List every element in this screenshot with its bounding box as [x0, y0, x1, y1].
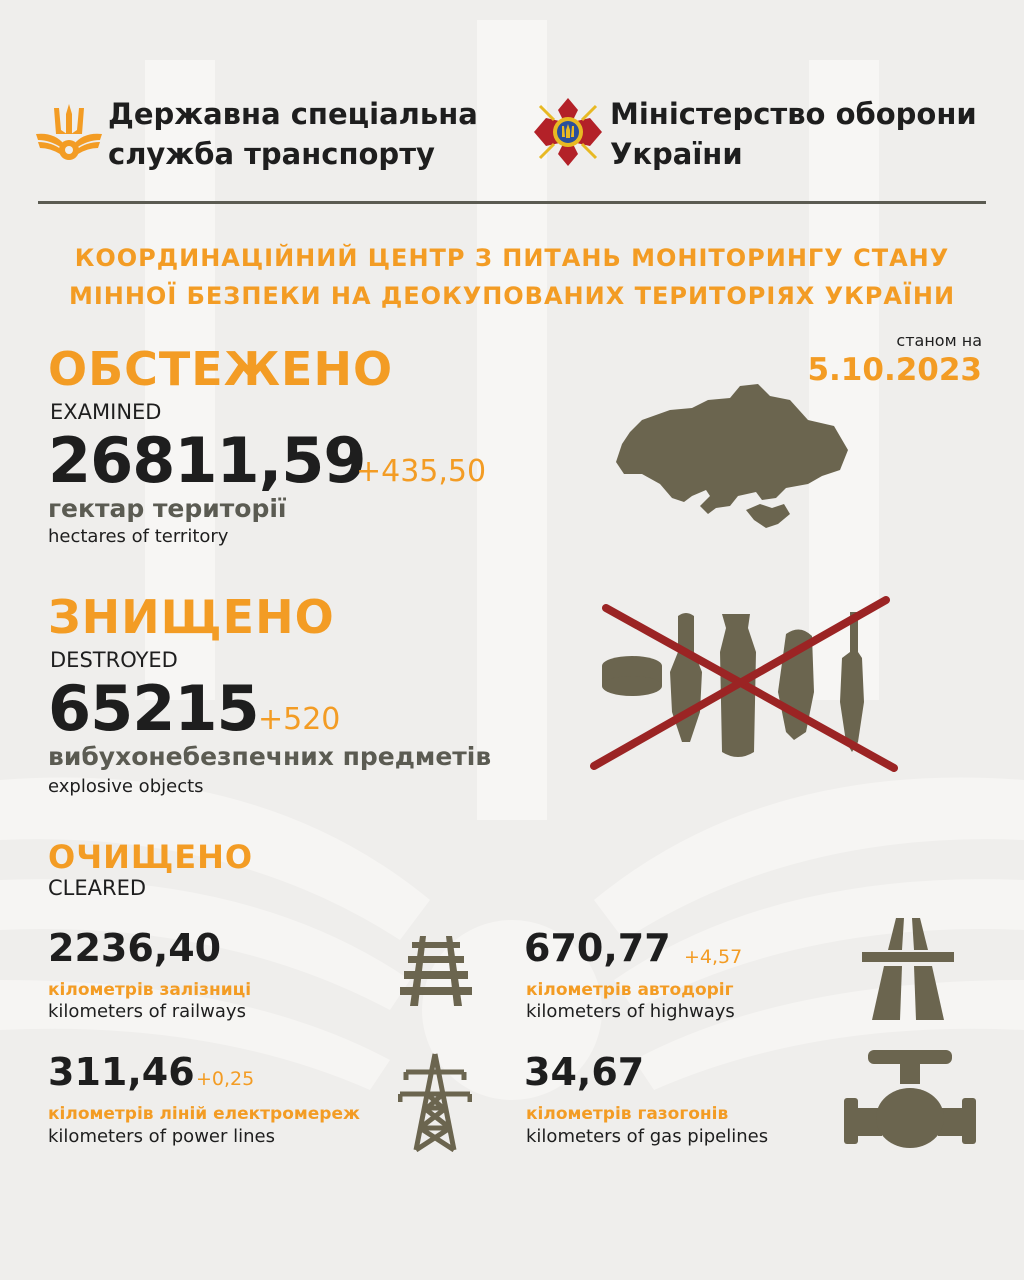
org1-line2: служба транспорту — [108, 137, 435, 171]
gas-pipelines-unit-en: kilometers of gas pipelines — [526, 1126, 769, 1147]
power-line-icon — [398, 1052, 472, 1152]
ukraine-map-icon — [612, 380, 852, 530]
cleared-heading: ОЧИЩЕНО — [48, 838, 254, 876]
gas-pipelines-unit-ua: кілометрів газогонів — [526, 1104, 729, 1124]
page-title-line1: КООРДИНАЦІЙНИЙ ЦЕНТР З ПИТАНЬ МОНІТОРИНГУ СТАНУ — [74, 244, 950, 272]
highways-delta: +4,57 — [684, 946, 743, 968]
destroyed-heading: ЗНИЩЕНО — [48, 590, 335, 644]
highways-value: 670,77 — [524, 926, 671, 970]
ministry-cross-emblem-icon — [532, 96, 604, 168]
org1-line1: Державна спеціальна — [108, 97, 478, 131]
examined-unit-en: hectares of territory — [48, 526, 229, 547]
examined-heading: ОБСТЕЖЕНО — [48, 342, 394, 396]
as-of-date: 5.10.2023 — [807, 352, 982, 388]
page-title-line2: МІННОЇ БЕЗПЕКИ НА ДЕОКУПОВАНИХ ТЕРИТОРІЯХ УКРАЇНИ — [68, 282, 956, 310]
examined-heading-en: EXAMINED — [50, 400, 162, 424]
examined-unit-ua: гектар території — [48, 494, 287, 523]
org2-line2: України — [610, 137, 743, 171]
power-lines-value: 311,46 — [48, 1050, 195, 1094]
highways-unit-ua: кілометрів автодоріг — [526, 980, 734, 1000]
railways-unit-en: kilometers of railways — [48, 1001, 246, 1022]
cleared-heading-en: CLEARED — [48, 876, 147, 900]
gas-pipelines-value: 34,67 — [524, 1050, 645, 1094]
header-divider — [38, 201, 986, 204]
highway-icon — [862, 918, 954, 1020]
power-lines-delta: +0,25 — [196, 1068, 255, 1090]
ordnance-crossed-out-icon — [590, 592, 900, 772]
org2-line1: Міністерство оборони — [610, 97, 977, 131]
railway-icon — [388, 936, 484, 1006]
destroyed-unit-ua: вибухонебезпечних предметів — [48, 742, 492, 771]
as-of-label: станом на — [896, 331, 982, 350]
gas-valve-icon — [844, 1048, 976, 1148]
power-lines-unit-ua: кілометрів ліній електромереж — [48, 1104, 360, 1124]
examined-delta: +435,50 — [356, 454, 487, 489]
destroyed-unit-en: explosive objects — [48, 776, 204, 797]
power-lines-unit-en: kilometers of power lines — [48, 1126, 275, 1147]
destroyed-heading-en: DESTROYED — [50, 648, 178, 672]
railways-value: 2236,40 — [48, 926, 222, 970]
destroyed-delta: +520 — [258, 702, 341, 737]
examined-value: 26811,59 — [48, 424, 366, 497]
railways-unit-ua: кілометрів залізниці — [48, 980, 252, 1000]
destroyed-value: 65215 — [48, 672, 259, 745]
highways-unit-en: kilometers of highways — [526, 1001, 735, 1022]
trident-wings-emblem-icon — [34, 100, 104, 166]
